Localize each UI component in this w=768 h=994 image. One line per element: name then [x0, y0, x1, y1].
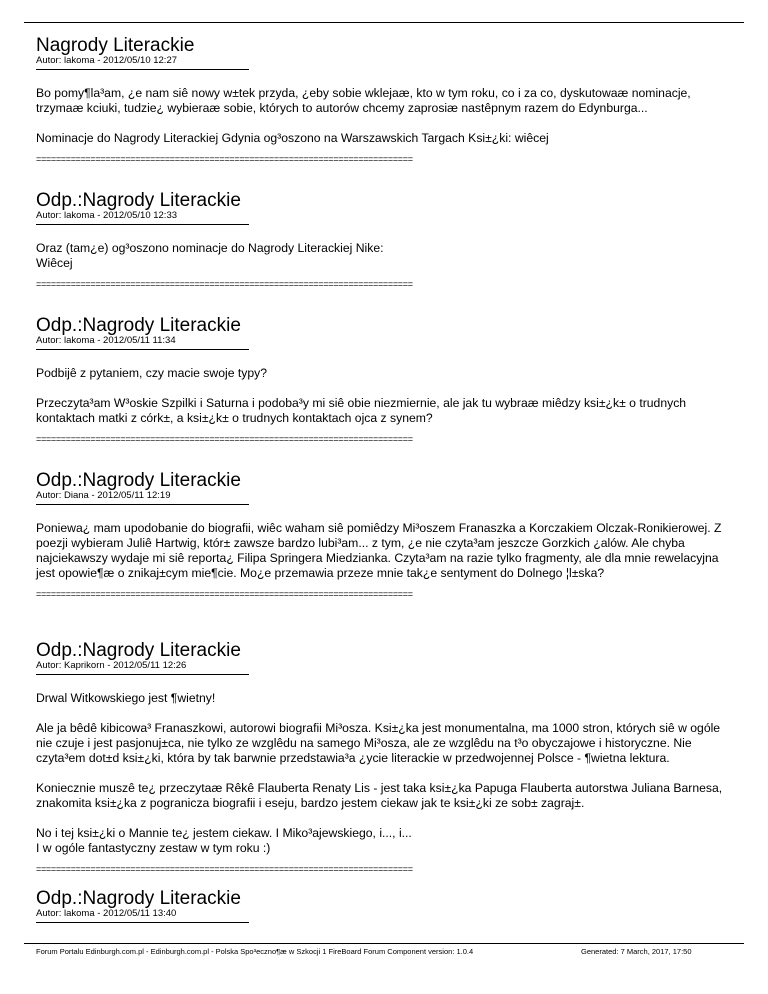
footer-generated-date: Generated: 7 March, 2017, 17:50 [581, 947, 692, 956]
post-paragraph: Oraz (tam¿e) og³oszono nominacje do Nagrody Literackiej Nike: Wiêcej [36, 241, 384, 270]
post-paragraph: Podbijê z pytaniem, czy macie swoje typy? [36, 366, 267, 380]
post-title: Odp.:Nagrody Literackie [36, 190, 241, 211]
post-paragraph: Poniewa¿ mam upodobanie do biografii, wiêc waham siê pomiêdzy Mi³oszem Franaszka a Korczakiem Olczak-Ronikierowej. Z poezji wybieram Juliê Hartwig, któr± zawsze bardzo lubi³am... z tym, ¿e nie czyta³am jeszcze Gorzkich ¿alów. Ale chyba najciekawszy wydaje mi siê reporta¿ Filipa Springera Miedzianka. Czyta³am na razie tylko fragmenty, ale dla mnie rewelacyjna jest opowie¶æ o znikaj±cym mie¶cie. Mo¿e przemawia przeze mnie tak¿e sentyment do Dolnego ¦l±ska? [36, 521, 722, 580]
post-title: Odp.:Nagrody Literackie [36, 888, 241, 909]
post-header-underline [36, 922, 249, 923]
post-author: Autor: Kaprikorn - 2012/05/11 12:26 [36, 660, 187, 671]
post-paragraph: Nominacje do Nagrody Literackiej Gdynia og³oszono na Warszawskich Targach Ksi±¿ki: wiêcej [36, 131, 549, 145]
post-paragraph: Koniecznie muszê te¿ przeczytaæ Rêkê Flauberta Renaty Lis - jest taka ksi±¿ka Papuga Flauberta autorstwa Juliana Barnesa, znakomita ksi±¿ka z pogranicza biografii i eseju, bardzo jestem ciekaw jak te ksi±¿ki ze sob± zagraj±. [36, 781, 723, 810]
post-author: Autor: lakoma - 2012/05/10 12:27 [36, 55, 178, 66]
post-header-underline [36, 224, 249, 225]
top-rule [24, 22, 744, 23]
post-separator: ============================================================================ [36, 279, 413, 289]
post-author: Autor: lakoma - 2012/05/11 13:40 [36, 908, 177, 919]
post-separator: ============================================================================ [36, 434, 413, 444]
post-author: Autor: Diana - 2012/05/11 12:19 [36, 490, 171, 501]
post-header-underline [36, 69, 249, 70]
forum-post [36, 191, 736, 316]
post-header-underline [36, 674, 249, 675]
footer-source: Forum Portalu Edinburgh.com.pl - Edinburgh.com.pl - Polska Spo³eczno¶æ w Szkocji [36, 947, 321, 956]
forum-thread [36, 36, 736, 923]
post-paragraph: No i tej ksi±¿ki o Mannie te¿ jestem ciekaw. I Miko³ajewskiego, i..., i... I w ogóle fantastyczny zestaw w tym roku :) [36, 826, 412, 855]
forum-post [36, 471, 736, 641]
footer-rule [24, 943, 744, 944]
post-title: Odp.:Nagrody Literackie [36, 640, 241, 661]
post-header-underline [36, 349, 249, 350]
post-title: Odp.:Nagrody Literackie [36, 315, 241, 336]
post-paragraph: Bo pomy¶la³am, ¿e nam siê nowy w±tek przyda, ¿eby sobie wklejaæ, kto w tym roku, co i za co, dyskutowaæ nominacje, trzymaæ kciuki, tudzie¿ wybieraæ sobie, których to autorów chcemy zaprosiæ nastêpnym razem do Edynburga... [36, 86, 691, 115]
post-separator: ============================================================================ [36, 589, 413, 599]
footer-component-version: FireBoard Forum Component version: 1.0.4 [328, 947, 474, 956]
post-title: Nagrody Literackie [36, 35, 195, 56]
post-author: Autor: lakoma - 2012/05/10 12:33 [36, 210, 178, 221]
forum-post [36, 889, 736, 923]
post-separator: ============================================================================ [36, 864, 413, 874]
forum-post [36, 36, 736, 191]
post-author: Autor: lakoma - 2012/05/11 11:34 [36, 335, 176, 346]
post-title: Odp.:Nagrody Literackie [36, 470, 241, 491]
post-header-underline [36, 504, 249, 505]
post-separator: ============================================================================ [36, 154, 413, 164]
forum-post [36, 641, 736, 889]
post-paragraph: Ale ja bêdê kibicowa³ Franaszkowi, autorowi biografii Mi³osza. Ksi±¿ka jest monumentalna, ma 1000 stron, których siê w ogóle nie czuje i jest pasjonuj±ca, nie tylko ze wzglêdu na samego Mi³osza, ale ze wzglêdu na t³o obyczajowe i historyczne. Nie czyta³em dot±d ksi±¿ki, która by tak barwnie przedstawia³a ¿ycie literackie w przedwojennej Polsce - ¶wietna lektura. [36, 721, 721, 765]
footer-page-number: 1 [322, 947, 327, 956]
post-paragraph: Przeczyta³am W³oskie Szpilki i Saturna i podoba³y mi siê obie niezmiernie, ale jak tu wybraæ miêdzy ksi±¿k± o trudnych kontaktach matki z córk±, a ksi±¿k± o trudnych kontaktach ojca z synem? [36, 396, 687, 425]
page-footer [36, 947, 473, 956]
forum-post [36, 316, 736, 471]
post-paragraph: Drwal Witkowskiego jest ¶wietny! [36, 691, 216, 705]
